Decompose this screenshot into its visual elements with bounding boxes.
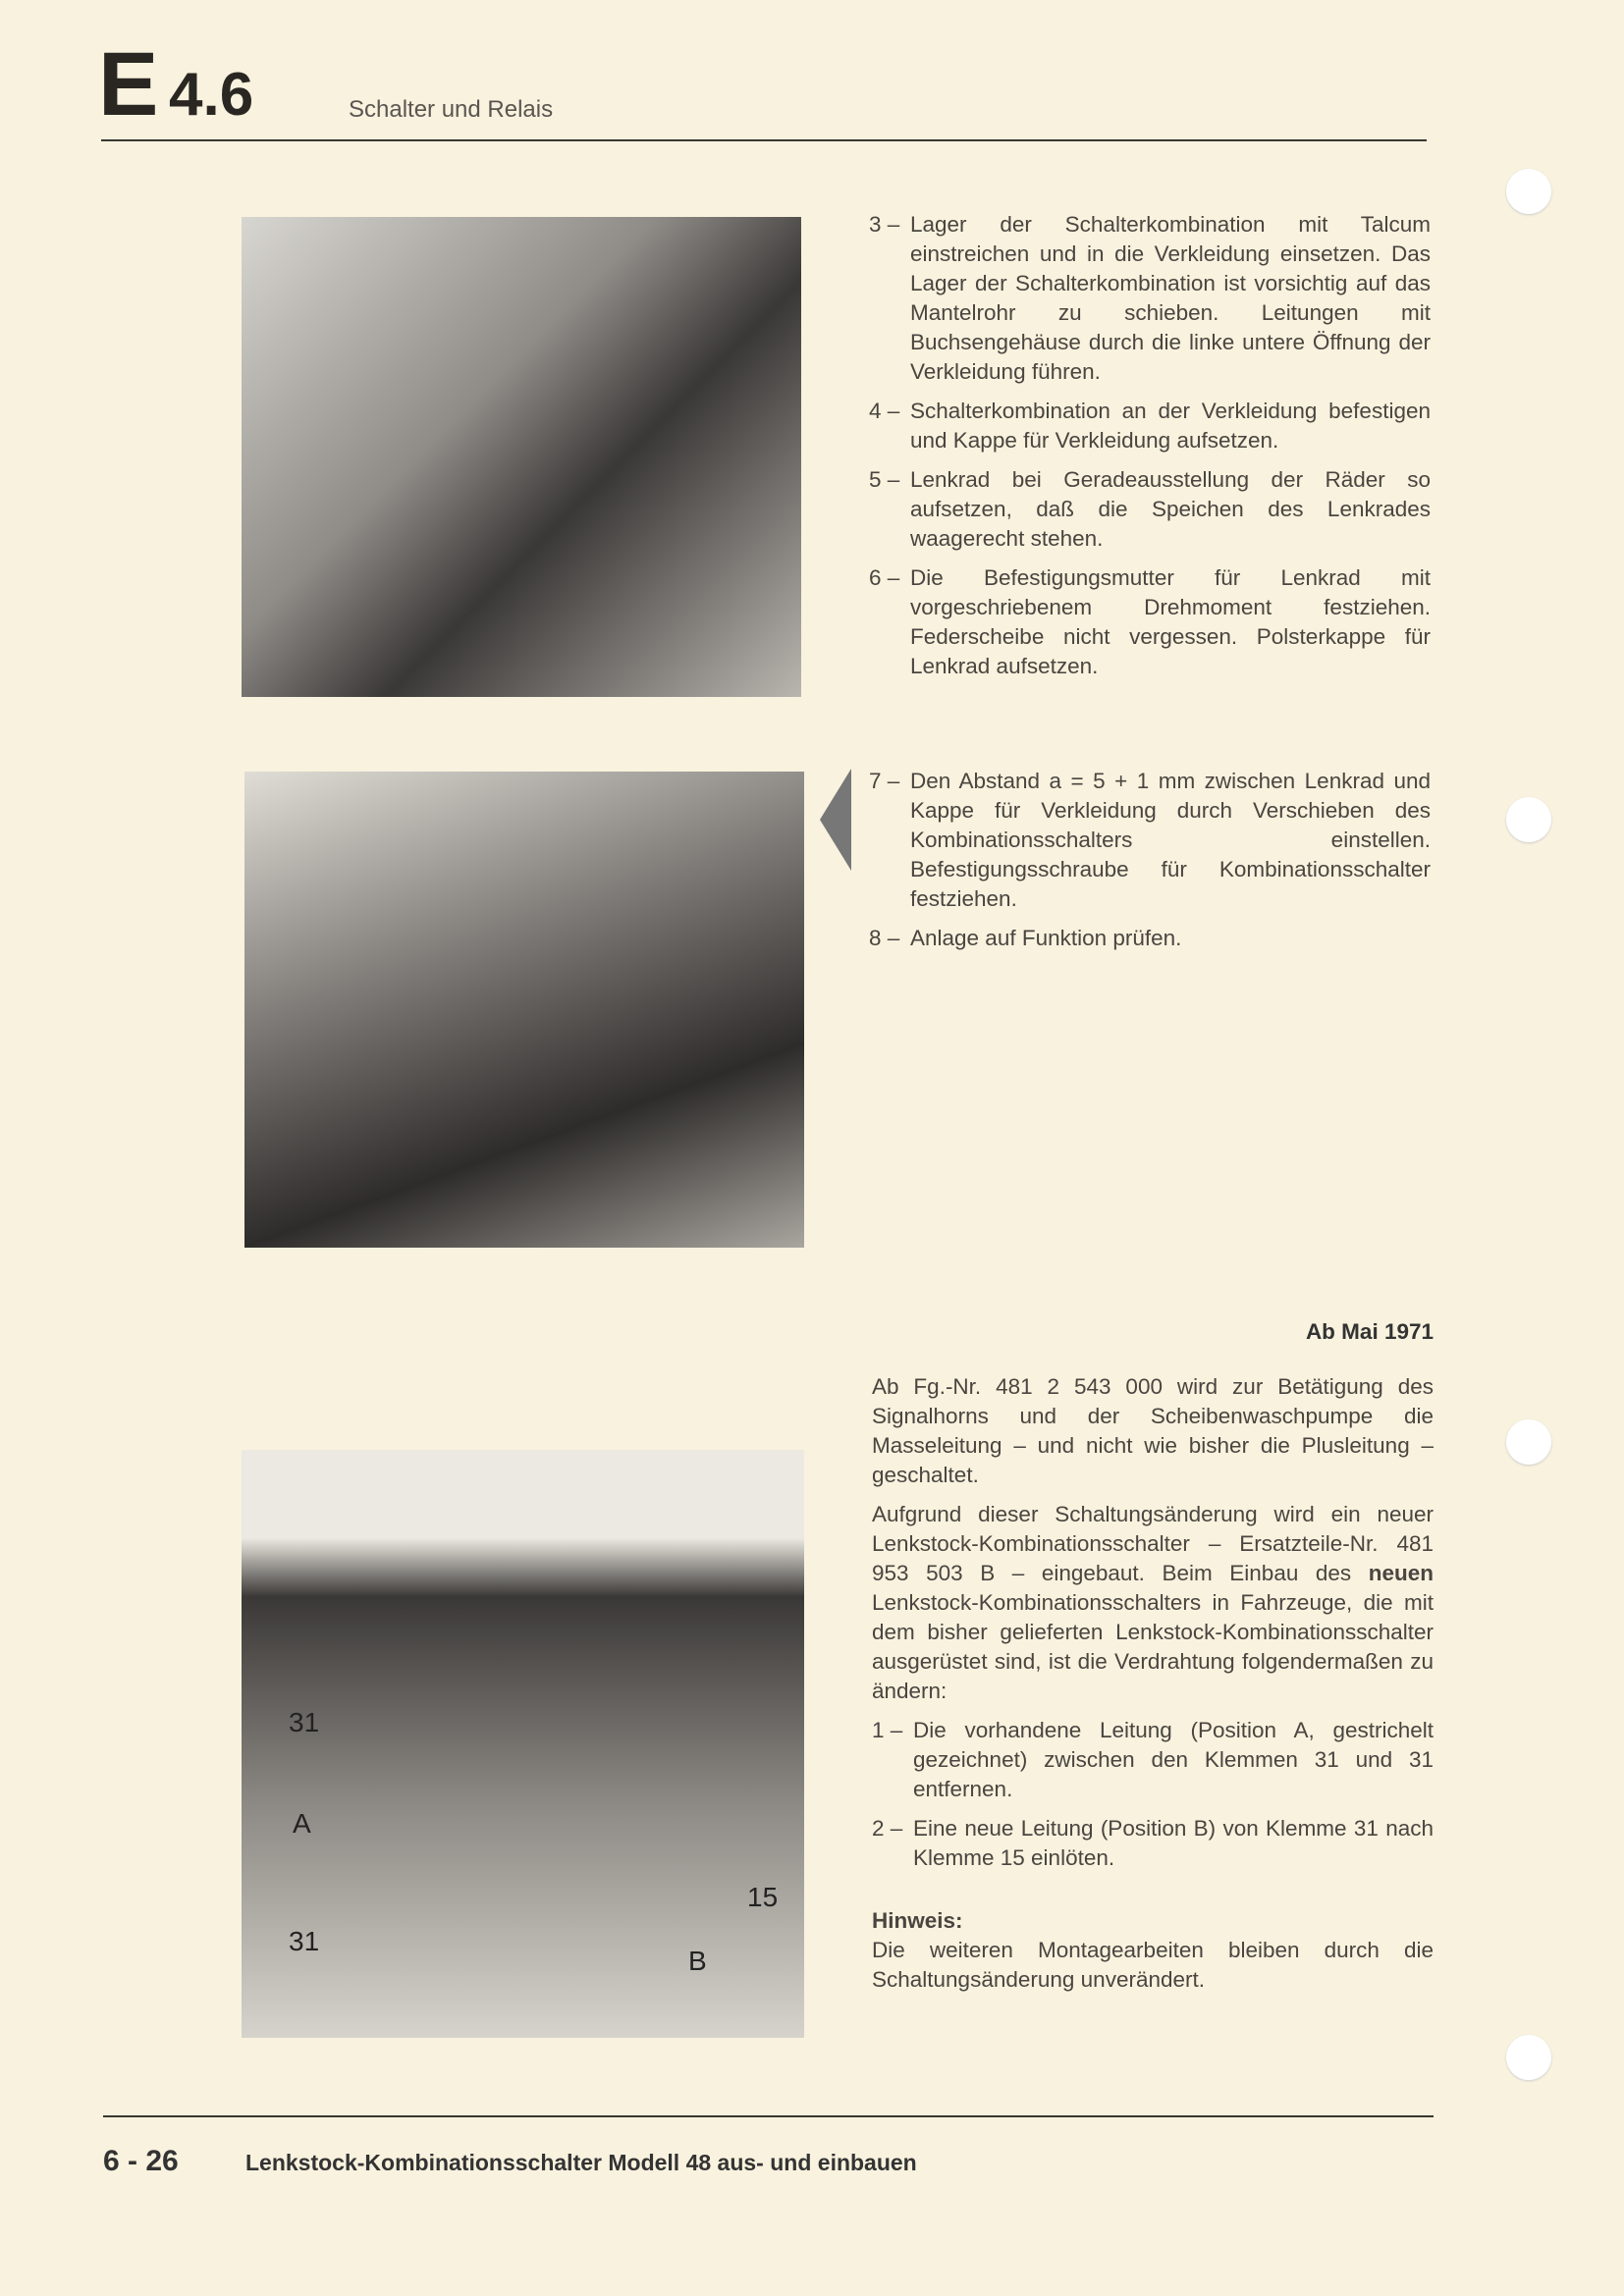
step-text: Die vorhandene Leitung (Position A, gestrichelt gezeichnet) zwischen den Klemmen 31 und 31 entfernen. (913, 1718, 1434, 1801)
punch-hole (1506, 1419, 1551, 1465)
para2-text: Lenkstock-Kombinationsschalters in Fahrzeuge, die mit dem bisher gelieferten Lenkstock-Kombinationsschalter ausgerüstet sind, ist die Verdrahtung folgendermaßen zu ändern: (872, 1590, 1434, 1703)
step-5 (869, 465, 1431, 554)
steps-mid (869, 767, 1431, 963)
punch-hole (1506, 2035, 1551, 2080)
photo-steering-wheel (244, 772, 804, 1248)
section-letter: E (98, 34, 159, 134)
update-heading: Ab Mai 1971 (1305, 1319, 1434, 1344)
update-step-1 (872, 1716, 1434, 1804)
punch-hole (1506, 169, 1551, 214)
update-step-2 (872, 1814, 1434, 1873)
arrow-marker-icon (820, 769, 851, 871)
step-text: Eine neue Leitung (Position B) von Klemme 31 nach Klemme 15 einlöten. (913, 1816, 1434, 1870)
label-15: 15 (747, 1882, 779, 1912)
label-31-top: 31 (289, 1707, 320, 1737)
step-7 (869, 767, 1431, 914)
step-text: Lenkrad bei Geradeausstellung der Räder so aufsetzen, daß die Speichen des Lenkrades waagerecht stehen. (910, 467, 1431, 551)
step-number: 4 – (869, 399, 900, 423)
step-text: Lager der Schalterkombination mit Talcum einstreichen und in die Verkleidung einsetzen. Das Lager der Schalterkombination ist vorsichtig auf das Mantelrohr zu schieben. Leitungen mit Buchsengehäuse durch die linke untere Öffnung der Verkleidung führen. (910, 212, 1431, 384)
para2-bold: neuen (1368, 1561, 1434, 1585)
photo-switch-bearing (242, 217, 801, 697)
note-heading: Hinweis: (872, 1908, 963, 1933)
photo-wiring (242, 1450, 804, 2038)
label-a: A (293, 1808, 311, 1839)
page-number: 6 - 26 (103, 2145, 179, 2177)
label-b: B (688, 1946, 707, 1976)
update-section (872, 1317, 1434, 1995)
step-number: 7 – (869, 769, 900, 793)
section-number: 4.6 (169, 61, 254, 129)
step-text: Anlage auf Funktion prüfen. (910, 926, 1182, 950)
update-para1: Ab Fg.-Nr. 481 2 543 000 wird zur Betätigung des Signalhorns und der Scheibenwaschpumpe die Masseleitung – und nicht wie bisher die Plusleitung – geschaltet. (872, 1374, 1434, 1487)
label-31-bottom: 31 (289, 1926, 320, 1956)
step-6 (869, 563, 1431, 681)
step-4 (869, 397, 1431, 455)
section-title: Schalter und Relais (349, 96, 554, 123)
step-number: 6 – (869, 565, 900, 590)
punch-hole (1506, 797, 1551, 842)
step-text: Die Befestigungsmutter für Lenkrad mit vorgeschriebenem Drehmoment festziehen. Federscheibe nicht vergessen. Polsterkappe für Lenkrad aufsetzen. (910, 565, 1431, 678)
para2-text: Aufgrund dieser Schaltungsänderung wird ein neuer Lenkstock-Kombinationsschalter – Ersatzteile-Nr. 481 953 503 B – eingebaut. Beim Einbau des (872, 1502, 1434, 1585)
step-text: Den Abstand a = 5 + 1 mm zwischen Lenkrad und Kappe für Verkleidung durch Verschieben des Kombinationsschalters einstellen. Befestigungsschraube für Kombinationsschalter festziehen. (910, 769, 1431, 911)
step-3 (869, 210, 1431, 387)
footer-title: Lenkstock-Kombinationsschalter Modell 48 aus- und einbauen (245, 2150, 917, 2175)
update-para2 (872, 1500, 1434, 1706)
step-8 (869, 924, 1431, 953)
step-number: 3 – (869, 212, 900, 237)
step-text: Schalterkombination an der Verkleidung befestigen und Kappe für Verkleidung aufsetzen. (910, 399, 1431, 453)
steps-top (869, 210, 1431, 691)
step-number: 5 – (869, 467, 900, 492)
header-rule (101, 139, 1427, 141)
step-number: 1 – (872, 1718, 903, 1742)
step-number: 2 – (872, 1816, 903, 1841)
footer-rule (103, 2115, 1434, 2117)
note-text: Die weiteren Montagearbeiten bleiben durch die Schaltungsänderung unverändert. (872, 1938, 1434, 1992)
step-number: 8 – (869, 926, 900, 950)
